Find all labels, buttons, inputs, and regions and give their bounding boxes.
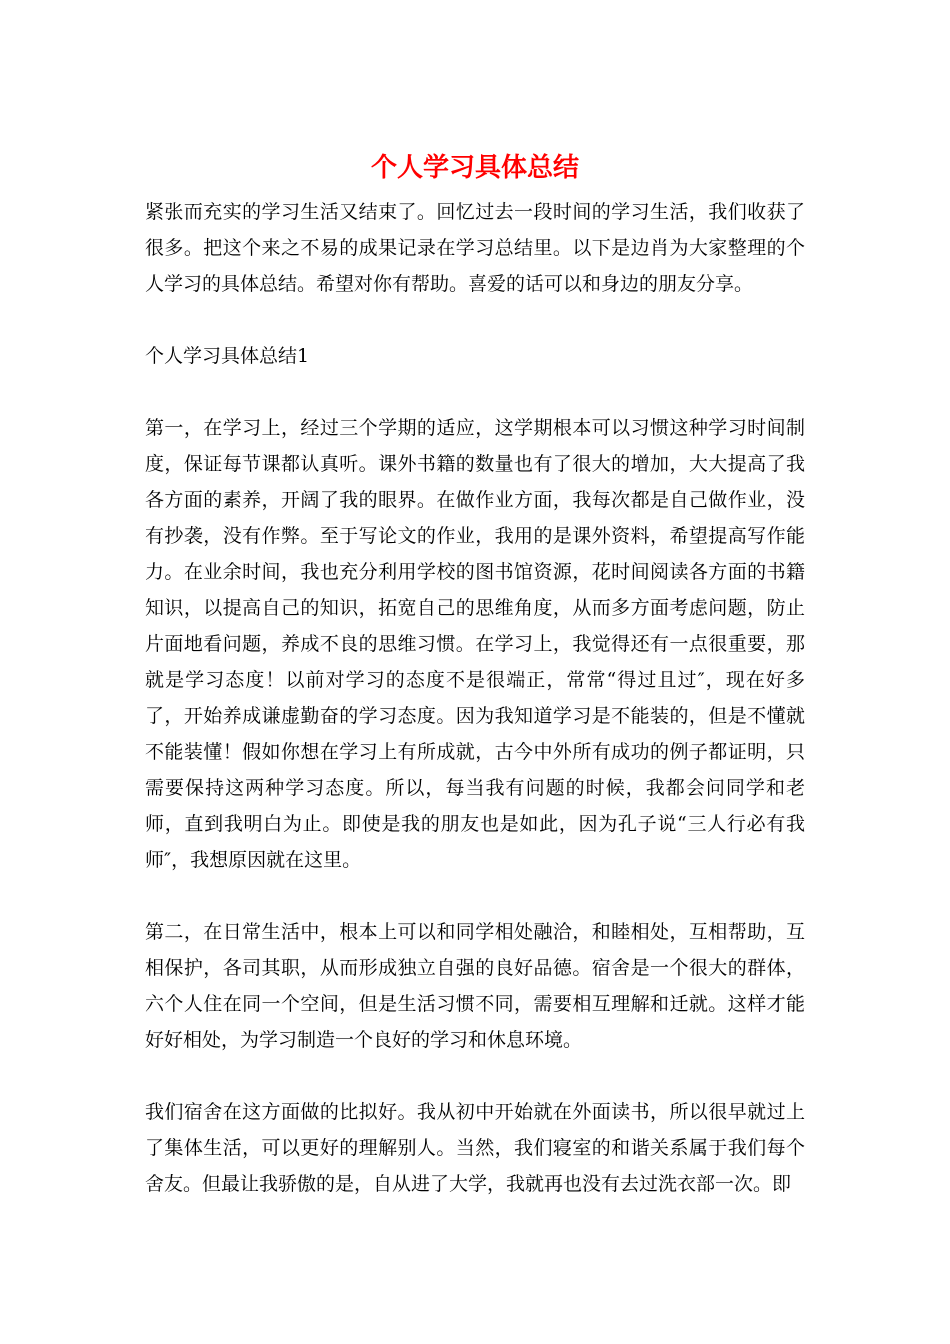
body-paragraph: 第一，在学习上，经过三个学期的适应，这学期根本可以习惯这种学习时间制度，保证每节课都认真听。课外书籍的数量也有了很大的增加，大大提高了我各方面的素养，开阔了我的眼界。在做作业方面，我每次都是自己做作业，没有抄袭，没有作弊。至于写论文的作业，我用的是课外资料，希望提高写作能力。在业余时间，我也充分利用学校的图书馆资源，花时间阅读各方面的书籍知识，以提高自己的知识，拓宽自己的思维角度，从而多方面考虑问题，防止片面地看问题，养成不良的思维习惯。在学习上，我觉得还有一点很重要，那就是学习态度！以前对学习的态度不是很端正，常常“得过且过″，现在好多了，开始养成谦虚勤奋的学习态度。因为我知道学习是不能装的，但是不懂就不能装懂！假如你想在学习上有所成就，古今中外所有成功的例子都证明，只需要保持这两种学习态度。所以，每当我有问题的时候，我都会问同学和老师，直到我明白为止。即使是我的朋友也是如此，因为孔子说“三人行必有我师″，我想原因就在这里。	[145, 417, 805, 871]
section-heading: 个人学习具体总结1	[145, 345, 310, 367]
body-paragraph: 我们宿舍在这方面做的比拟好。我从初中开始就在外面读书，所以很早就过上了集体生活，可以更好的理解别人。当然，我们寝室的和谐关系属于我们每个舍友。但最让我骄傲的是，自从进了大学，我就再也没有去过洗衣部一次。即	[145, 1101, 805, 1195]
body-paragraph: 第二，在日常生活中，根本上可以和同学相处融洽，和睦相处，互相帮助，互相保护，各司其职，从而形成独立自强的良好品德。宿舍是一个很大的群体，六个人住在同一个空间，但是生活习惯不同，需要相互理解和迁就。这样才能好好相处，为学习制造一个良好的学习和休息环境。	[145, 921, 805, 1051]
document-body	[145, 194, 805, 1238]
intro-paragraph: 紧张而充实的学习生活又结束了。回忆过去一段时间的学习生活，我们收获了很多。把这个来之不易的成果记录在学习总结里。以下是边肖为大家整理的个人学习的具体总结。希望对你有帮助。喜爱的话可以和身边的朋友分享。	[145, 201, 805, 295]
document-title: 个人学习具体总结	[370, 153, 579, 183]
